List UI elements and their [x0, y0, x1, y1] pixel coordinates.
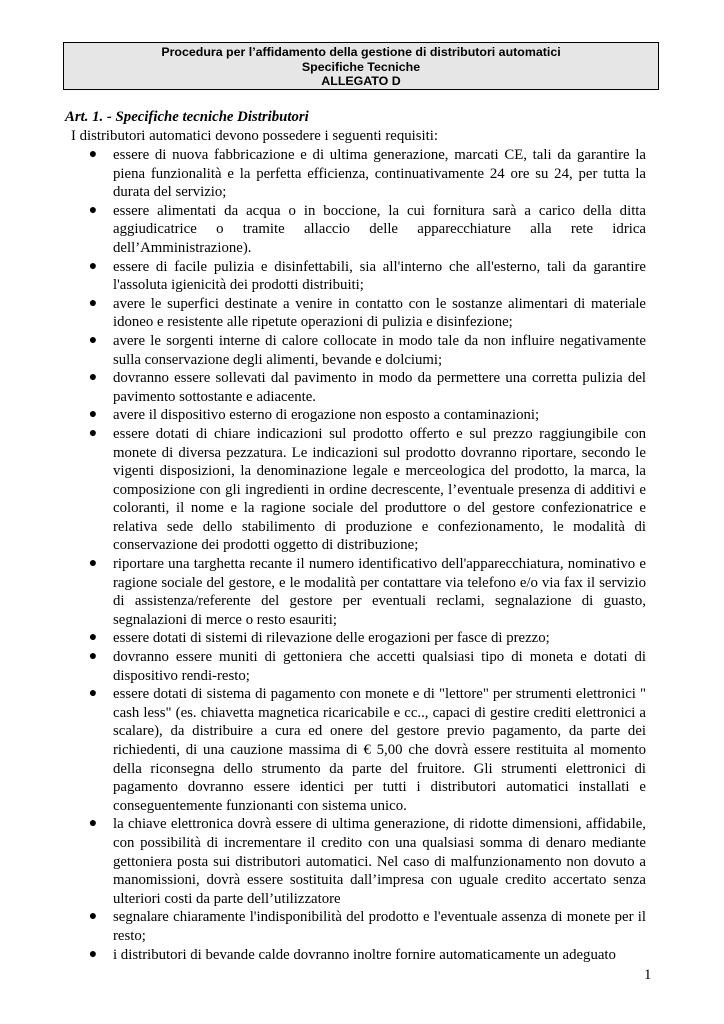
title-box — [63, 42, 659, 90]
bullet-icon: ● — [88, 407, 98, 423]
list-item-text: riportare una targhetta recante il numero identificativo dell'apparecchiatura, nominativo e ragione sociale del gestore, e le modalità per contattare via telefono e/o via fax il servizio di assistenza/referente del gestore per eventuali reclami, segnalazione di guasto, segnalazioni di merce o resto esauriti; — [113, 556, 646, 628]
bullet-icon: ● — [88, 425, 98, 441]
list-item-text: avere le superfici destinate a venire in contatto con le sostanze alimentari di materiale idoneo e resistente alle ripetute operazioni di pulizia e disinfezione; — [113, 295, 646, 331]
bullet-icon: ● — [88, 909, 98, 925]
list-item-text: avere le sorgenti interne di calore collocate in modo tale da non influire negativamente sulla conservazione degli alimenti, bevande e dolciumi; — [113, 332, 646, 368]
list-item — [0, 295, 646, 332]
list-item — [0, 202, 646, 258]
article-intro: I distributori automatici devono possedere i seguenti requisiti: — [71, 128, 438, 144]
bullet-icon: ● — [88, 630, 98, 646]
bullet-icon: ● — [88, 686, 98, 702]
list-item-text: essere di nuova fabbricazione e di ultima generazione, marcati CE, tali da garantire la piena funzionalità e la perfetta efficienza, continuativamente 24 ore su 24, per tutta la durata del servizio; — [113, 147, 646, 201]
bullet-icon: ● — [88, 816, 98, 832]
list-item-text: dovranno essere sollevati dal pavimento in modo da permettere una corretta pulizia del pavimento sottostante e adiacente. — [113, 370, 646, 405]
list-item — [0, 685, 646, 815]
list-item-text: essere dotati di chiare indicazioni sul prodotto offerto e sul prezzo raggiungibile con monete di diversa pezzatura. Le indicazioni sul prodotto dovranno riportare, secondo le vigenti disposizioni, la denominazione legale e merceologica del prodotto, la marca, la composizione con gli ingredienti in ordine decrescente, l’eventuale presenza di additivi e coloranti, il nome e la ragione sociale del produttore o del gestore confezionatrice e relativa sede dello stabilimento di produzione e confezionamento, le modalità di conservazione dei prodotti oggetto di distribuzione; — [113, 425, 646, 554]
bullet-icon: ● — [88, 370, 98, 386]
list-item — [0, 946, 646, 965]
list-item — [0, 425, 646, 555]
list-item — [0, 555, 646, 629]
bullet-icon: ● — [88, 147, 98, 162]
list-item-text: essere dotati di sistema di pagamento con monete e di "lettore" per strumenti elettronici " cash less" (es. chiavetta magnetica ricaricabile e cc.., capaci di gestire crediti elettronici a scalare), da distribuire a cura ed onere del gestore previo pagamento, da parte dei richiedenti, di una cauzione massima di € 5,00 che dovrà essere restituita al momento della riconsegna dello strumento da parte del fruitore. Gli strumenti elettronici di pagamento dovranno essere identici per tutti i distributori automatici installati e conseguentemente funzionanti con sistema unico. — [113, 686, 646, 814]
list-item — [0, 146, 646, 202]
list-item — [0, 332, 646, 369]
attachment-label: ALLEGATO D — [321, 74, 401, 89]
document-title: Procedura per l’affidamento della gestione di distributori automatici — [161, 45, 561, 59]
list-item-text: la chiave elettronica dovrà essere di ultima generazione, di ridotte dimensioni, affidabile, con possibilità di incrementare il credito con una qualsiasi somma di denaro mediante gettoniera posta sui distributori automatici. Nel caso di malfunzionamento non dovuto a manomissioni, dovrà essere sostituita dall’impresa con uguale credito accertato senza ulteriori costi da parte dell’utilizzatore — [113, 816, 646, 907]
page-number: 1 — [644, 967, 652, 983]
list-item-text: i distributori di bevande calde dovranno inoltre fornire automaticamente un adeguato — [113, 946, 616, 963]
list-item — [0, 258, 646, 295]
bullet-icon: ● — [88, 649, 98, 665]
list-item-text: essere di facile pulizia e disinfettabili, sia all'interno che all'esterno, tali da garantire l'assoluta igienicità dei prodotti distribuiti; — [113, 258, 646, 294]
bullet-icon: ● — [88, 556, 98, 572]
list-item — [0, 908, 646, 945]
list-item-text: essere alimentati da acqua o in boccione, la cui fornitura sarà a carico della ditta aggiudicatrice o tramite allaccio delle apparecchiature alla rete idrica dell’Amministrazione). — [113, 202, 646, 256]
bullet-icon: ● — [88, 332, 98, 348]
bullet-icon: ● — [88, 202, 98, 218]
list-item — [0, 406, 646, 425]
list-item — [0, 629, 646, 648]
list-item-text: dovranno essere muniti di gettoniera che accetti qualsiasi tipo di moneta e dotati di dispositivo rendi-resto; — [113, 649, 646, 684]
list-item — [0, 648, 646, 685]
bullet-icon: ● — [88, 295, 98, 311]
document-subtitle: Specifiche Tecniche — [301, 59, 421, 74]
bullet-icon: ● — [88, 258, 98, 274]
list-item-text: segnalare chiaramente l'indisponibilità del prodotto e l'eventuale assenza di monete per il resto; — [113, 909, 646, 944]
requirements-list — [0, 146, 724, 964]
list-item — [0, 815, 646, 908]
list-item — [0, 369, 646, 406]
list-item-text: essere dotati di sistemi di rilevazione delle erogazioni per fasce di prezzo; — [113, 630, 550, 647]
article-heading: Art. 1. - Specifiche tecniche Distributori — [65, 109, 309, 125]
list-item-text: avere il dispositivo esterno di erogazione non esposto a contaminazioni; — [113, 407, 540, 424]
bullet-icon: ● — [88, 946, 98, 962]
